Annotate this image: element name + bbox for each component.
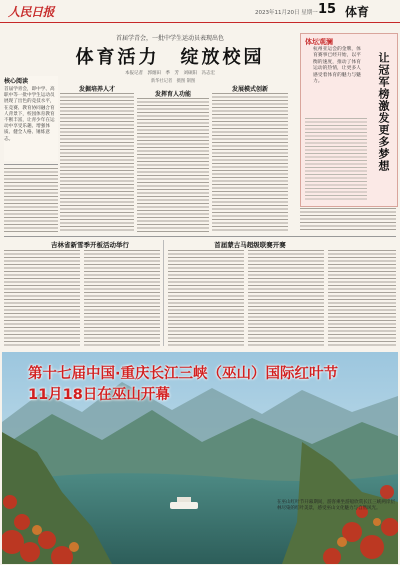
festival-date-title: 11月18日在巫山开幕: [28, 387, 170, 403]
commentary-vertical-title: 让冠军榜激发更多梦想: [377, 52, 390, 172]
article-mongolia-col-3: [328, 250, 396, 346]
lead-subhead-3: 发展模式创新: [231, 86, 268, 93]
lead-column-1: [60, 93, 134, 232]
core-reading-title: 核心阅读: [4, 78, 29, 85]
core-reading-text: 首届学青会，即中学、高职中等一批中学生运动员展现了出色的竞技水平，在竞赛、教育协同融合育人背景下，校园体育教育不断丰富，让青少年在运动中享受乐趣、增强体质、健全人格、锤炼意志。: [4, 87, 55, 142]
page-number: 15: [318, 2, 337, 17]
feature-photo: [2, 352, 398, 564]
article-mongolia-col-1: [168, 250, 244, 346]
commentary-text: 杭州亚运会的金牌，体育赛事已经开始，以平衡的速度，推动了体育运动的热情，让更多人感受着体育的魅力与魅力。: [313, 47, 361, 85]
article-title-jilin: 吉林省新雪季开板活动举行: [51, 241, 129, 249]
divider: [4, 236, 396, 237]
lead-column-3: [212, 93, 288, 232]
sports-commentary-box: [300, 33, 398, 207]
newspaper-logo: 人民日报: [8, 5, 55, 19]
lead-kicker: 首届学青会，一批中学生运动员表现出色: [115, 35, 224, 42]
photo-caption: 在巫山红叶节开幕期间，游客乘坐游船欣赏长江三峡两岸层林尽染的红叶美景，感受巫山文化魅力与自然风光。: [277, 500, 395, 511]
left-column-text: [4, 168, 58, 232]
divider: [4, 164, 58, 165]
section-name: 体育: [345, 5, 370, 19]
photo-credit: 新华社记者 摄图 制图: [150, 79, 196, 84]
article-mongolia-col-2: [248, 250, 324, 346]
lead-subhead-2: 发挥育人功能: [154, 91, 191, 98]
article-jilin-col-1: [4, 250, 80, 346]
masthead: [0, 0, 400, 23]
lead-byline: 本报记者 郭烟田 季 芳 刘硕阳 冯志宏: [125, 71, 215, 76]
lead-column-2: [137, 98, 209, 232]
article-jilin-col-2: [84, 250, 160, 346]
festival-title: 第十七届中国·重庆长江三峡（巫山）国际红叶节: [28, 366, 339, 382]
core-reading-box: [4, 76, 58, 161]
article-title-mongolia: 首届蒙古马超级联赛开赛: [214, 241, 286, 249]
commentary-title: 体坛观澜: [305, 38, 333, 46]
lead-headline: 体育活力 绽放校园: [75, 47, 265, 68]
divider: [163, 240, 164, 346]
commentary-continued: [300, 208, 396, 232]
issue-date: 2023年11月20日 星期一: [255, 10, 318, 16]
lead-subhead-1: 发掘培养人才: [78, 86, 115, 93]
commentary-body: [305, 118, 367, 202]
